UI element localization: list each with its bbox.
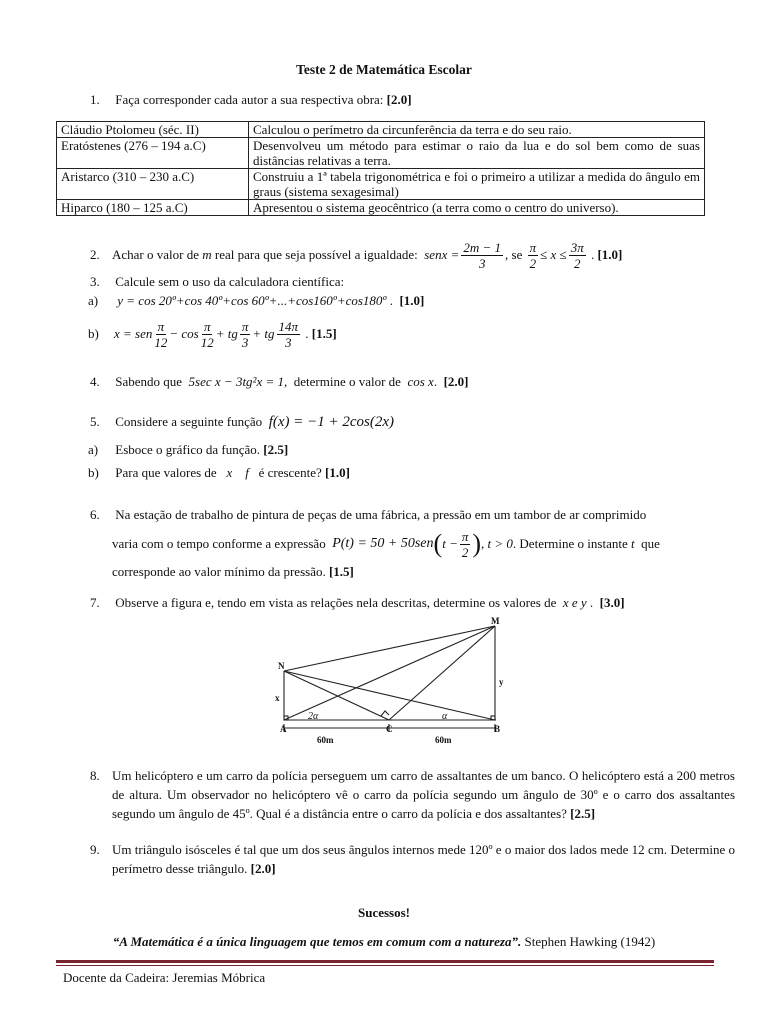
- variable-m: m: [202, 247, 212, 262]
- question-5: [90, 414, 394, 431]
- math-text: , t > 0: [481, 536, 513, 551]
- question-number: 8.: [90, 768, 100, 783]
- function-expression: f(x) = −1 + 2cos(2x): [268, 414, 395, 430]
- table-row: [57, 138, 705, 169]
- question-1: [90, 92, 412, 108]
- question-text: Um triângulo isósceles é tal que um dos seus ângulos internos mede 120º e o maior dos lados mede 12 cm. Determine o perímetro desse triângulo.: [112, 842, 735, 876]
- question-5a: [88, 442, 288, 458]
- fraction: $\frac{\pi}{2}$: [461, 528, 469, 560]
- footer-rule: [56, 960, 714, 963]
- table-cell-author: Hiparco (180 – 125 a.C): [57, 200, 249, 216]
- question-number: 3.: [90, 274, 100, 289]
- fraction: $\frac{\pi}{12}$: [154, 318, 168, 350]
- condition-text: , se: [505, 247, 523, 262]
- math-expression: P(t) = 50 + 50sen: [332, 536, 434, 551]
- item-label: a): [88, 442, 99, 457]
- question-8: [63, 766, 735, 823]
- label-x: x: [275, 693, 280, 703]
- question-6-line-3: [112, 564, 354, 580]
- question-text: Calcule sem o uso da calculadora científica:: [115, 274, 345, 289]
- item-text: Para que valores de: [115, 465, 217, 480]
- label-c: C: [386, 724, 393, 734]
- question-number: 9.: [90, 842, 100, 857]
- inequality: ≤ x ≤: [540, 247, 567, 262]
- question-3a: a) y = cos 20º+cos 40º+cos 60º+...+cos160º+cos180º . [1.0]: [88, 293, 425, 308]
- question-text: Faça corresponder cada autor a sua respectiva obra:: [115, 92, 384, 107]
- question-number: 6.: [90, 507, 100, 522]
- question-score: [2.0]: [386, 92, 412, 107]
- table-cell-work: Apresentou o sistema geocêntrico (a terra como o centro do universo).: [249, 200, 705, 216]
- math-expression-2: cos x: [407, 374, 434, 389]
- question-7: 7. Observe a figura e, tendo em vista as relações nela descritas, determine os valores de x e y . [3.0]: [90, 595, 625, 610]
- footer-rule-thin: [56, 965, 714, 966]
- question-text: Observe a figura e, tendo em vista as relações nela descritas, determine os valores de: [115, 595, 557, 610]
- fraction: $\frac{2m - 1}{3}$: [463, 239, 502, 271]
- closing-text: Sucessos!: [357, 905, 410, 920]
- question-6: [90, 507, 646, 523]
- question-text: Considere a seguinte função: [115, 414, 263, 429]
- label-y: y: [499, 677, 504, 687]
- table-cell-work: Desenvolveu um método para estimar o raio da lua e do sol bem como de suas distâncias relativas a terra.: [249, 138, 705, 169]
- table-cell-author: Eratóstenes (276 – 194 a.C): [57, 138, 249, 169]
- quote: [0, 934, 768, 950]
- question-score: [2.5]: [263, 442, 289, 457]
- math-expression: 5sec x − 3tg²x = 1,: [188, 374, 288, 389]
- question-text: Sabendo que: [115, 374, 183, 389]
- authors-table: [56, 121, 705, 216]
- label-distance-cb: 60m: [435, 735, 452, 745]
- question-4: 4. Sabendo que 5sec x − 3tg²x = 1, determine o valor de cos x. [2.0]: [90, 374, 469, 389]
- question-text-2: real para que seja possível a igualdade:: [214, 247, 418, 262]
- question-3: [90, 274, 344, 290]
- question-text: varia com o tempo conforme a expressão: [112, 536, 326, 551]
- question-text: que: [641, 536, 660, 551]
- math-text: + tg: [215, 326, 238, 341]
- question-score: [1.5]: [311, 326, 337, 341]
- question-score: [1.5]: [328, 564, 354, 579]
- segment-nm: [284, 626, 495, 671]
- question-number: 4.: [90, 374, 100, 389]
- label-b: B: [494, 724, 501, 734]
- fraction: $\frac{\pi}{3}$: [241, 318, 249, 350]
- question-text: Um helicóptero e um carro da polícia perseguem um carro de assaltantes de um banco. O helicóptero está a 200 metros de altura. Um observador no helicóptero vê o carro da polícia segundo um ângulo de 30º e o carro dos assaltantes segundo um ângulo de 45º. Qual é a distância entre o carro da polícia e dos assaltantes?: [112, 768, 735, 821]
- math-text: t −: [442, 536, 458, 551]
- label-angle-alpha: α: [442, 711, 448, 722]
- footer-text: Docente da Cadeira: Jeremias Móbrica: [63, 970, 266, 985]
- math-expression: y = cos 20º+cos 40º+cos 60º+...+cos160º+cos180º: [117, 293, 387, 308]
- question-9: [63, 840, 735, 878]
- fraction-3pi-2: $\frac{3\pi}{2}$: [570, 239, 584, 271]
- math-vars: x e y: [562, 595, 587, 610]
- math-text: − cos: [169, 326, 199, 341]
- math-var: x: [226, 465, 233, 480]
- fraction: $\frac{\pi}{12}$: [200, 318, 214, 350]
- table-cell-work: Construiu a 1ª tabela trigonométrica e foi o primeiro a utilizar a medida do ângulo em graus (sistema sexagesimal): [249, 169, 705, 200]
- page-title: Teste 2 de Matemática Escolar: [296, 62, 472, 77]
- question-text-2: determine o valor de: [293, 374, 401, 389]
- geometry-figure: [262, 612, 522, 752]
- table-cell-author: Aristarco (310 – 230 a.C): [57, 169, 249, 200]
- question-3b: b) x = sen $\frac{\pi}{12}$ − cos $\frac{\pi}{12}$ + tg $\frac{\pi}{3}$ + tg $\frac{14\pi}{3}$ . [1.5]: [88, 318, 337, 350]
- question-text: corresponde ao valor mínimo da pressão.: [112, 564, 326, 579]
- segment-am: [284, 626, 495, 720]
- question-number: 7.: [90, 595, 100, 610]
- equation-lhs: senx =: [424, 247, 460, 262]
- question-5b: [88, 465, 350, 481]
- question-score: [1.0]: [399, 293, 425, 308]
- question-number: 5.: [90, 414, 100, 429]
- fraction-pi-2: $\frac{\pi}{2}$: [529, 239, 537, 271]
- quote-author: Stephen Hawking (1942): [524, 934, 656, 949]
- right-angle-c: [381, 711, 389, 716]
- table-cell-author: Cláudio Ptolomeu (séc. II): [57, 122, 249, 138]
- question-6-line-2: [112, 526, 660, 562]
- question-2: 2. Achar o valor de m real para que seja possível a igualdade: senx = $\frac{2m - 1}{3}$ , se $\frac{\pi}{2}$ ≤ x ≤ $\frac{3\pi}{2}$ . [1.0]: [90, 239, 623, 271]
- question-score: [2.0]: [250, 861, 276, 876]
- label-distance-ac: 60m: [317, 735, 334, 745]
- table-cell-work: Calculou o perímetro da circunferência da terra e do seu raio.: [249, 122, 705, 138]
- table-row: [57, 122, 705, 138]
- question-score: [1.0]: [597, 247, 623, 262]
- paren-close: ): [472, 529, 482, 558]
- label-angle-2alpha: 2α: [308, 711, 319, 722]
- item-text: Esboce o gráfico da função.: [115, 442, 260, 457]
- math-var: t: [630, 536, 635, 551]
- label-m: M: [491, 616, 500, 626]
- quote-text: “A Matemática é a única linguagem que temos em comum com a natureza”.: [112, 934, 522, 949]
- math-text: x = sen: [114, 326, 153, 341]
- math-text: + tg: [252, 326, 275, 341]
- question-text: Achar o valor de: [112, 247, 199, 262]
- question-line-1: Na estação de trabalho de pintura de peças de uma fábrica, a pressão em um tambor de ar comprimido: [115, 507, 647, 522]
- item-label: b): [88, 326, 99, 341]
- segment-cm: [389, 626, 495, 720]
- question-score: [1.0]: [324, 465, 350, 480]
- question-score: [2.5]: [570, 806, 596, 821]
- item-text-2: é crescente?: [258, 465, 322, 480]
- item-label: b): [88, 465, 99, 480]
- table-row: [57, 169, 705, 200]
- question-number: 1.: [90, 92, 100, 107]
- label-a: A: [280, 724, 287, 734]
- question-score: [2.0]: [443, 374, 469, 389]
- item-label: a): [88, 293, 99, 308]
- label-n: N: [278, 661, 285, 671]
- paren-open: (: [433, 529, 443, 558]
- question-number: 2.: [90, 247, 100, 262]
- question-score: [3.0]: [599, 595, 625, 610]
- math-var: f: [245, 465, 249, 480]
- table-row: [57, 200, 705, 216]
- question-text: . Determine o instante: [512, 536, 628, 551]
- fraction: $\frac{14\pi}{3}$: [278, 318, 299, 350]
